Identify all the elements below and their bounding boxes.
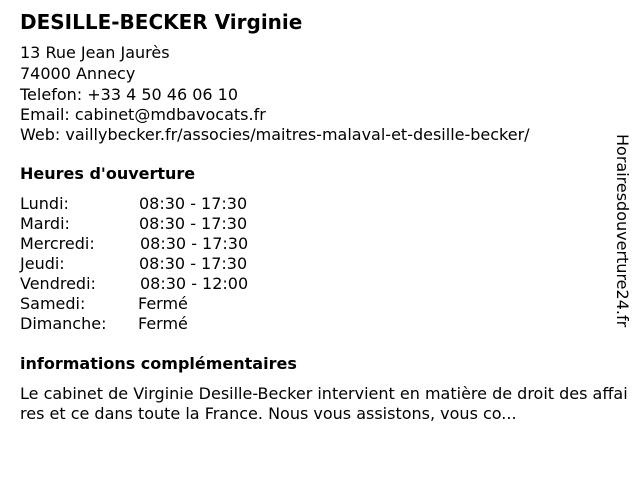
hours-day: Dimanche:	[20, 314, 107, 333]
hours-time: 08:30 - 17:30	[139, 194, 248, 213]
website-url: Web: vaillybecker.fr/associes/maitres-malaval-et-desille-becker/	[20, 125, 530, 144]
hours-time: Fermé	[138, 294, 188, 313]
hours-time: 08:30 - 17:30	[139, 214, 248, 233]
hours-day: Mercredi:	[20, 234, 95, 253]
info-description: Le cabinet de Virginie Desille-Becker intervient en matière de droit des affaires et ce dans toute la France. Nous vous assistons, vous co...	[20, 384, 628, 423]
hours-row-saturday	[20, 294, 320, 314]
hours-day: Jeudi:	[20, 254, 65, 273]
hours-time: Fermé	[138, 314, 188, 333]
hours-row-tuesday	[20, 214, 320, 234]
info-heading: informations complémentaires	[20, 354, 297, 373]
hours-day: Mardi:	[20, 214, 70, 233]
hours-day: Samedi:	[20, 294, 86, 313]
email-address: Email: cabinet@mdbavocats.fr	[20, 105, 266, 124]
hours-row-sunday	[20, 314, 320, 334]
address-street: 13 Rue Jean Jaurès	[20, 43, 170, 62]
hours-heading: Heures d'ouverture	[20, 164, 196, 183]
hours-time: 08:30 - 17:30	[140, 234, 249, 253]
hours-day: Vendredi:	[20, 274, 96, 293]
hours-row-friday	[20, 274, 320, 294]
hours-row-monday	[20, 194, 320, 214]
site-watermark: Horairesdouverture24.fr	[613, 134, 632, 328]
hours-time: 08:30 - 12:00	[140, 274, 249, 293]
hours-day: Lundi:	[20, 194, 69, 213]
hours-row-thursday	[20, 254, 320, 274]
hours-time: 08:30 - 17:30	[139, 254, 248, 273]
hours-row-wednesday	[20, 234, 320, 254]
address-city: 74000 Annecy	[20, 64, 136, 83]
phone-number: Telefon: +33 4 50 46 06 10	[20, 85, 239, 104]
business-name: DESILLE-BECKER Virginie	[20, 10, 303, 34]
